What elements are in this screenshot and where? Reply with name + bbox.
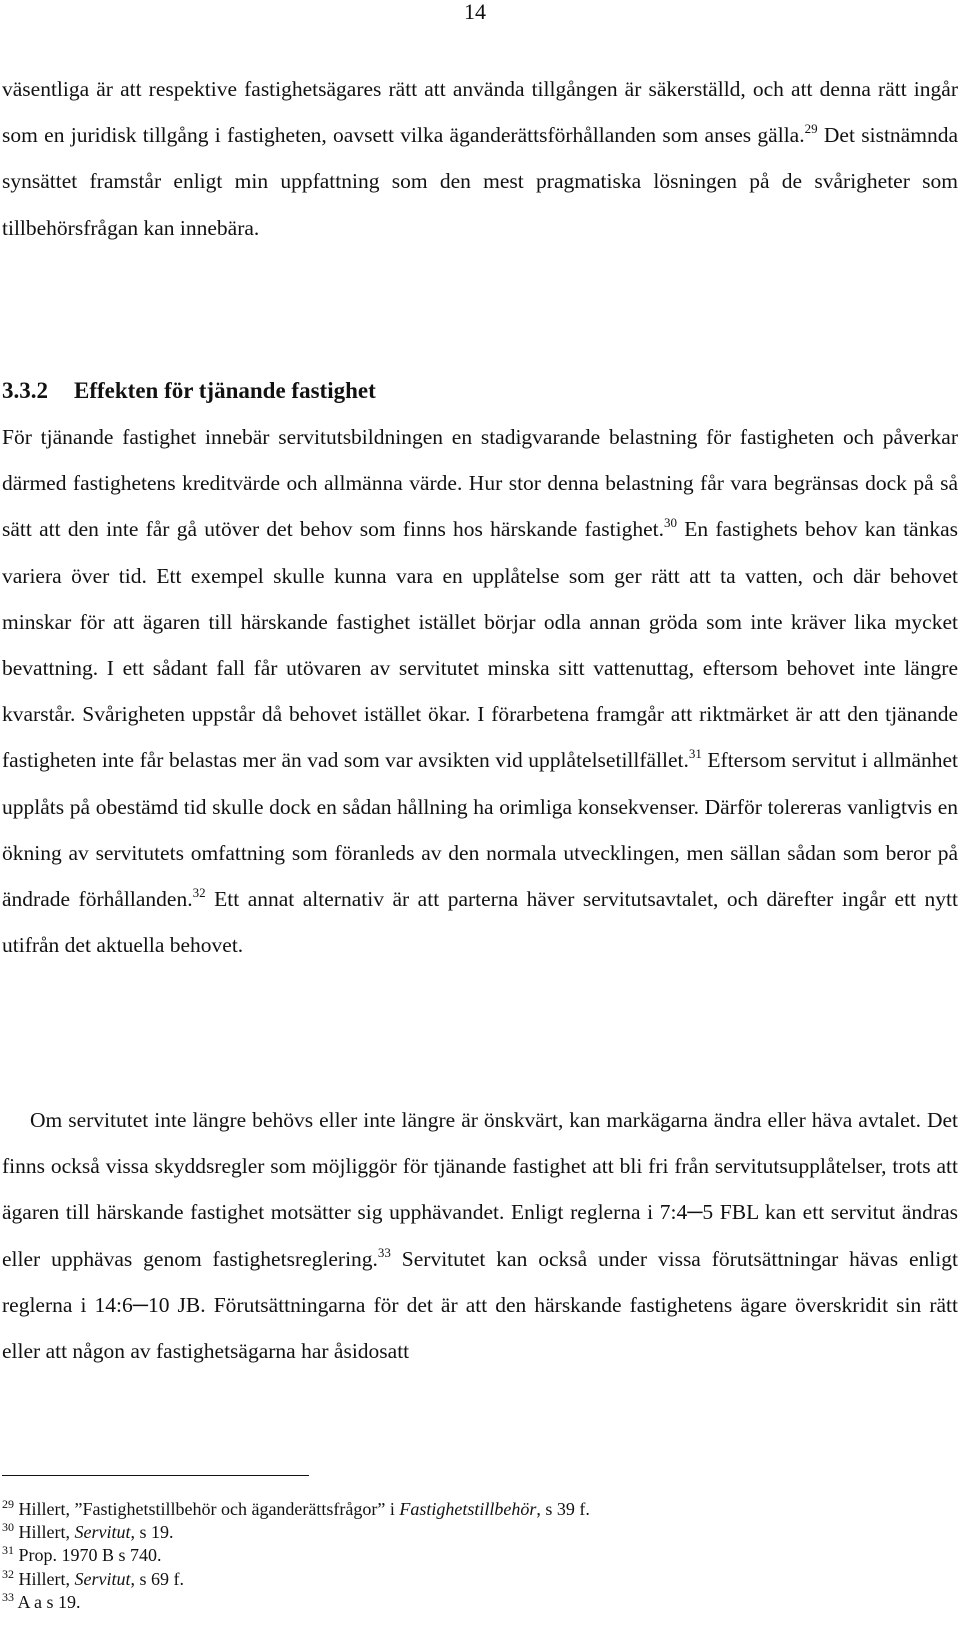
footnote-number: 31 — [2, 1543, 14, 1558]
footnote-title: Servitut — [74, 1568, 131, 1589]
paragraph — [2, 414, 958, 968]
footnote-ref: 32 — [192, 885, 206, 901]
footnote-number: 29 — [2, 1497, 14, 1511]
footnote-text: Hillert, — [18, 1568, 75, 1589]
text-run: Det sistnämnda synsättet framstår enligt min uppfattning som den mest pragmatiska lösningen på de svårigheter som tillbehörsfrågan kan innebära. — [2, 123, 958, 240]
paragraph — [2, 1097, 958, 1374]
section-title: Effekten för tjänande fastighet — [74, 378, 376, 403]
footnote-title: Fastighetstillbehör — [399, 1499, 537, 1519]
text-run: Eftersom servitut i allmänhet upplåts på obestämd tid skulle dock en sådan hållning ha orimliga konsekvenser. Därför tolereras vanligtvis en ökning av servitutets omfattning som föranleds av den normala utvecklingen, men sällan sådan som beror på ändrade förhållanden. — [2, 748, 958, 912]
footnote-title: Servitut — [74, 1522, 131, 1543]
footnote-ref: 33 — [377, 1244, 391, 1260]
footnote-number: 32 — [2, 1566, 14, 1581]
footnote-text: , s 69 f. — [130, 1568, 184, 1589]
footnote — [2, 1544, 590, 1567]
paragraph-continued — [2, 66, 958, 251]
footnote-text: Hillert, ”Fastighetstillbehör och äganderättsfrågor” i — [18, 1499, 400, 1519]
footnote — [2, 1498, 590, 1521]
footnote-ref: 29 — [804, 121, 818, 137]
footnote-ref: 31 — [688, 746, 702, 762]
section-number: 3.3.2 — [2, 378, 48, 403]
section-heading — [2, 376, 376, 406]
text-run: väsentliga är att respektive fastighetsägares rätt att använda tillgången är säkerställd, och att denna rätt ingår som en juridisk tillgång i fastigheten, oavsett vilka äganderättsförhållanden som anses gälla. — [2, 77, 958, 148]
footnote-separator — [2, 1475, 309, 1476]
footnote-number: 33 — [2, 1589, 14, 1604]
text-run: En fastighets behov kan tänkas variera över tid. Ett exempel skulle kunna vara en upplåtelse som ger rätt att ta vatten, och där behovet minskar för att ägaren till härskande fastighet istället börjar odla annan gröda som inte kräver lika mycket bevattning. I ett sådant fall får utövaren av servitutet minska sitt vattenuttag, eftersom behovet inte längre kvarstår. Svårigheten uppstår då behovet istället ökar. I förarbetena framgår att riktmärket är att den tjänande fastigheten inte får belastas mer än vad som var avsikten vid upplåtelsetillfället. — [2, 517, 959, 773]
footnote-text: Prop. 1970 B s 740. — [18, 1545, 162, 1566]
text-run: För tjänande fastighet innebär servitutsbildningen en stadigvarande belastning för fastigheten och påverkar därmed fastighetens kreditvärde och allmänna värde. Hur stor denna belastning får vara begränsas dock på så sätt att den inte får gå utöver det behov som finns hos härskande fastighet. — [2, 425, 958, 542]
footnote-text: , s 19. — [130, 1522, 174, 1543]
text-run: Om servitutet inte längre behövs eller inte längre är önskvärt, kan markägarna ändra eller häva avtalet. Det finns också vissa skyddsregler som möjliggör för tjänande fastighet att bli fri från servitutsupplåtelser, trots att ägaren till härskande fastighet motsätter sig upphävandet. Enligt reglerna i 7:4─5 FBL kan ett servitut ändras eller upphävas genom fastighetsreglering. — [2, 1108, 958, 1271]
footnote-text: Hillert, — [18, 1522, 75, 1543]
text-run: Servitutet kan också under vissa förutsättningar hävas enligt reglerna i 14:6─10 JB. Förutsättningarna för det är att den härskande fastighetens ägare överskridit sin rätt eller att någon av fastighetsägarna har åsidosatt — [2, 1246, 958, 1364]
page-number: 14 — [464, 0, 486, 24]
footnote-number: 30 — [2, 1520, 14, 1535]
footnote — [2, 1521, 590, 1544]
footnote-text: , s 39 f. — [536, 1499, 590, 1519]
footnote-ref: 30 — [663, 515, 677, 531]
footnote — [2, 1591, 590, 1614]
text-run: Ett annat alternativ är att parterna häver servitutsavtalet, och därefter ingår ett nytt utifrån det aktuella behovet. — [2, 887, 958, 958]
footnote — [2, 1568, 590, 1591]
footnote-text: A a s 19. — [17, 1591, 81, 1612]
footnotes — [2, 1498, 590, 1614]
